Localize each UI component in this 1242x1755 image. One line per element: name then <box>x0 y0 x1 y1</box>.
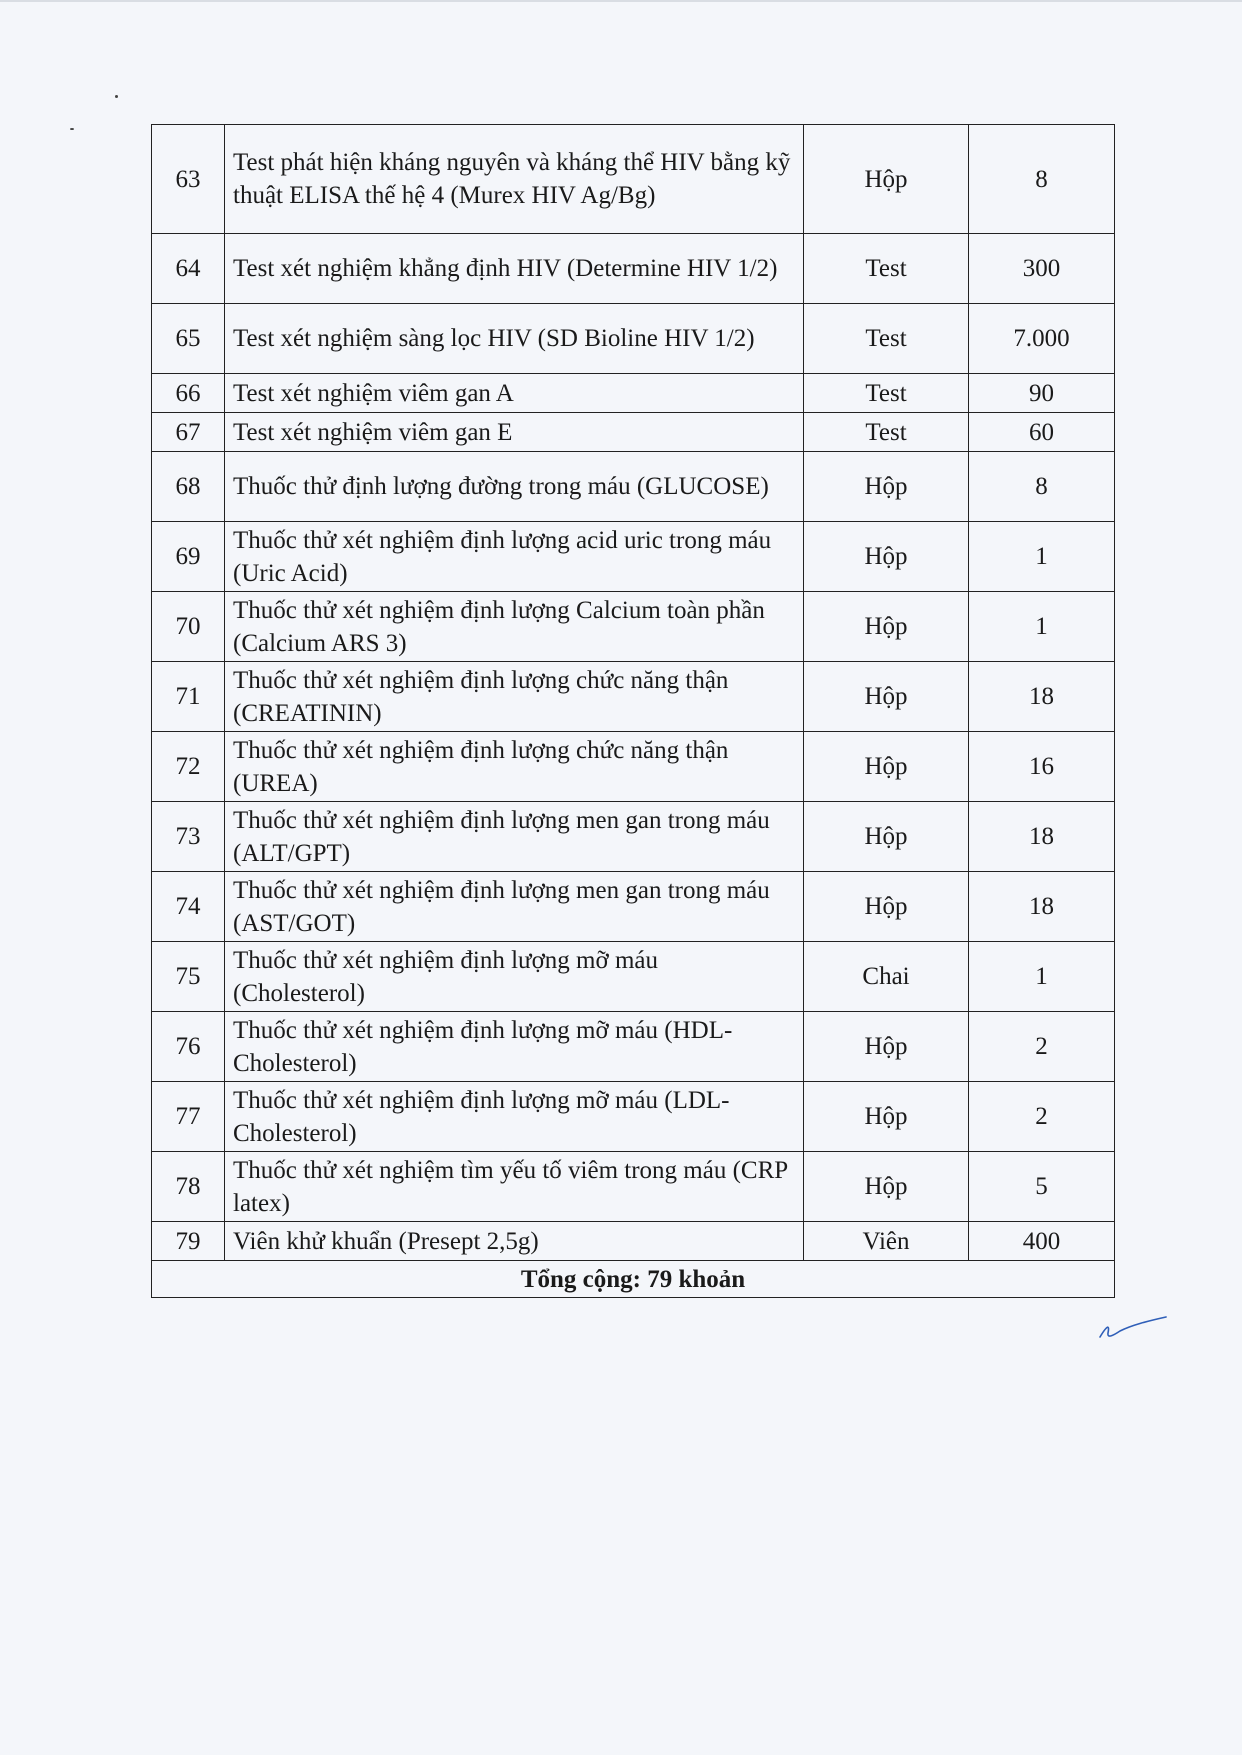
table-row <box>152 452 1115 522</box>
item-quantity: 60 <box>969 413 1115 452</box>
row-number: 63 <box>152 125 225 234</box>
item-name: Thuốc thử xét nghiệm định lượng Calcium toàn phần (Calcium ARS 3) <box>225 592 804 662</box>
item-quantity: 2 <box>969 1012 1115 1082</box>
table-row <box>152 662 1115 732</box>
row-number: 67 <box>152 413 225 452</box>
item-name: Thuốc thử định lượng đường trong máu (GLUCOSE) <box>225 452 804 522</box>
item-name: Test xét nghiệm viêm gan E <box>225 413 804 452</box>
table-row <box>152 1152 1115 1222</box>
item-name: Test xét nghiệm khẳng định HIV (Determine HIV 1/2) <box>225 234 804 304</box>
item-quantity: 18 <box>969 662 1115 732</box>
table-row <box>152 1012 1115 1082</box>
scan-speck <box>70 128 74 130</box>
table-row <box>152 125 1115 234</box>
scan-speck <box>115 95 118 98</box>
row-number: 77 <box>152 1082 225 1152</box>
items-table <box>151 124 1115 1298</box>
row-number: 73 <box>152 802 225 872</box>
item-quantity: 1 <box>969 522 1115 592</box>
row-number: 68 <box>152 452 225 522</box>
item-quantity: 8 <box>969 125 1115 234</box>
item-name: Thuốc thử xét nghiệm định lượng men gan trong máu (AST/GOT) <box>225 872 804 942</box>
item-quantity: 7.000 <box>969 304 1115 374</box>
item-unit: Hộp <box>804 802 969 872</box>
item-name: Thuốc thử xét nghiệm định lượng mỡ máu (HDL-Cholesterol) <box>225 1012 804 1082</box>
item-unit: Test <box>804 234 969 304</box>
table-row <box>152 304 1115 374</box>
item-unit: Hộp <box>804 592 969 662</box>
table-row <box>152 413 1115 452</box>
row-number: 71 <box>152 662 225 732</box>
table-row <box>152 592 1115 662</box>
item-unit: Test <box>804 304 969 374</box>
row-number: 64 <box>152 234 225 304</box>
row-number: 65 <box>152 304 225 374</box>
table-row <box>152 1222 1115 1261</box>
row-number: 72 <box>152 732 225 802</box>
item-unit: Hộp <box>804 872 969 942</box>
signature-mark <box>1098 1313 1168 1343</box>
item-unit: Test <box>804 374 969 413</box>
item-quantity: 400 <box>969 1222 1115 1261</box>
item-quantity: 16 <box>969 732 1115 802</box>
item-quantity: 18 <box>969 802 1115 872</box>
item-name: Thuốc thử xét nghiệm định lượng mỡ máu (Cholesterol) <box>225 942 804 1012</box>
item-unit: Hộp <box>804 1152 969 1222</box>
item-name: Thuốc thử xét nghiệm định lượng mỡ máu (LDL-Cholesterol) <box>225 1082 804 1152</box>
item-quantity: 8 <box>969 452 1115 522</box>
table-row <box>152 942 1115 1012</box>
item-name: Thuốc thử xét nghiệm định lượng chức năng thận (UREA) <box>225 732 804 802</box>
item-unit: Hộp <box>804 1012 969 1082</box>
item-name: Test xét nghiệm sàng lọc HIV (SD Bioline HIV 1/2) <box>225 304 804 374</box>
row-number: 69 <box>152 522 225 592</box>
row-number: 76 <box>152 1012 225 1082</box>
page-top-edge <box>0 0 1242 2</box>
row-number: 70 <box>152 592 225 662</box>
item-quantity: 18 <box>969 872 1115 942</box>
item-name: Viên khử khuẩn (Presept 2,5g) <box>225 1222 804 1261</box>
item-name: Thuốc thử xét nghiệm tìm yếu tố viêm trong máu (CRP latex) <box>225 1152 804 1222</box>
table-row <box>152 732 1115 802</box>
item-quantity: 1 <box>969 942 1115 1012</box>
row-number: 79 <box>152 1222 225 1261</box>
item-unit: Hộp <box>804 522 969 592</box>
item-unit: Viên <box>804 1222 969 1261</box>
item-unit: Hộp <box>804 125 969 234</box>
table-row <box>152 234 1115 304</box>
item-name: Test xét nghiệm viêm gan A <box>225 374 804 413</box>
item-quantity: 90 <box>969 374 1115 413</box>
table-row <box>152 1082 1115 1152</box>
row-number: 74 <box>152 872 225 942</box>
item-name: Test phát hiện kháng nguyên và kháng thể HIV bằng kỹ thuật ELISA thế hệ 4 (Murex HIV Ag/Bg) <box>225 125 804 234</box>
item-quantity: 300 <box>969 234 1115 304</box>
item-name: Thuốc thử xét nghiệm định lượng men gan trong máu (ALT/GPT) <box>225 802 804 872</box>
total-row <box>152 1261 1115 1298</box>
item-unit: Hộp <box>804 1082 969 1152</box>
item-unit: Hộp <box>804 662 969 732</box>
item-quantity: 1 <box>969 592 1115 662</box>
table-row <box>152 802 1115 872</box>
item-quantity: 5 <box>969 1152 1115 1222</box>
item-unit: Test <box>804 413 969 452</box>
table-row <box>152 522 1115 592</box>
item-name: Thuốc thử xét nghiệm định lượng acid uric trong máu (Uric Acid) <box>225 522 804 592</box>
item-unit: Chai <box>804 942 969 1012</box>
total-label: Tổng cộng: 79 khoản <box>152 1261 1115 1298</box>
item-unit: Hộp <box>804 732 969 802</box>
row-number: 75 <box>152 942 225 1012</box>
table-row <box>152 374 1115 413</box>
item-quantity: 2 <box>969 1082 1115 1152</box>
table-row <box>152 872 1115 942</box>
row-number: 78 <box>152 1152 225 1222</box>
row-number: 66 <box>152 374 225 413</box>
item-unit: Hộp <box>804 452 969 522</box>
item-name: Thuốc thử xét nghiệm định lượng chức năng thận (CREATININ) <box>225 662 804 732</box>
table-body <box>152 125 1115 1261</box>
